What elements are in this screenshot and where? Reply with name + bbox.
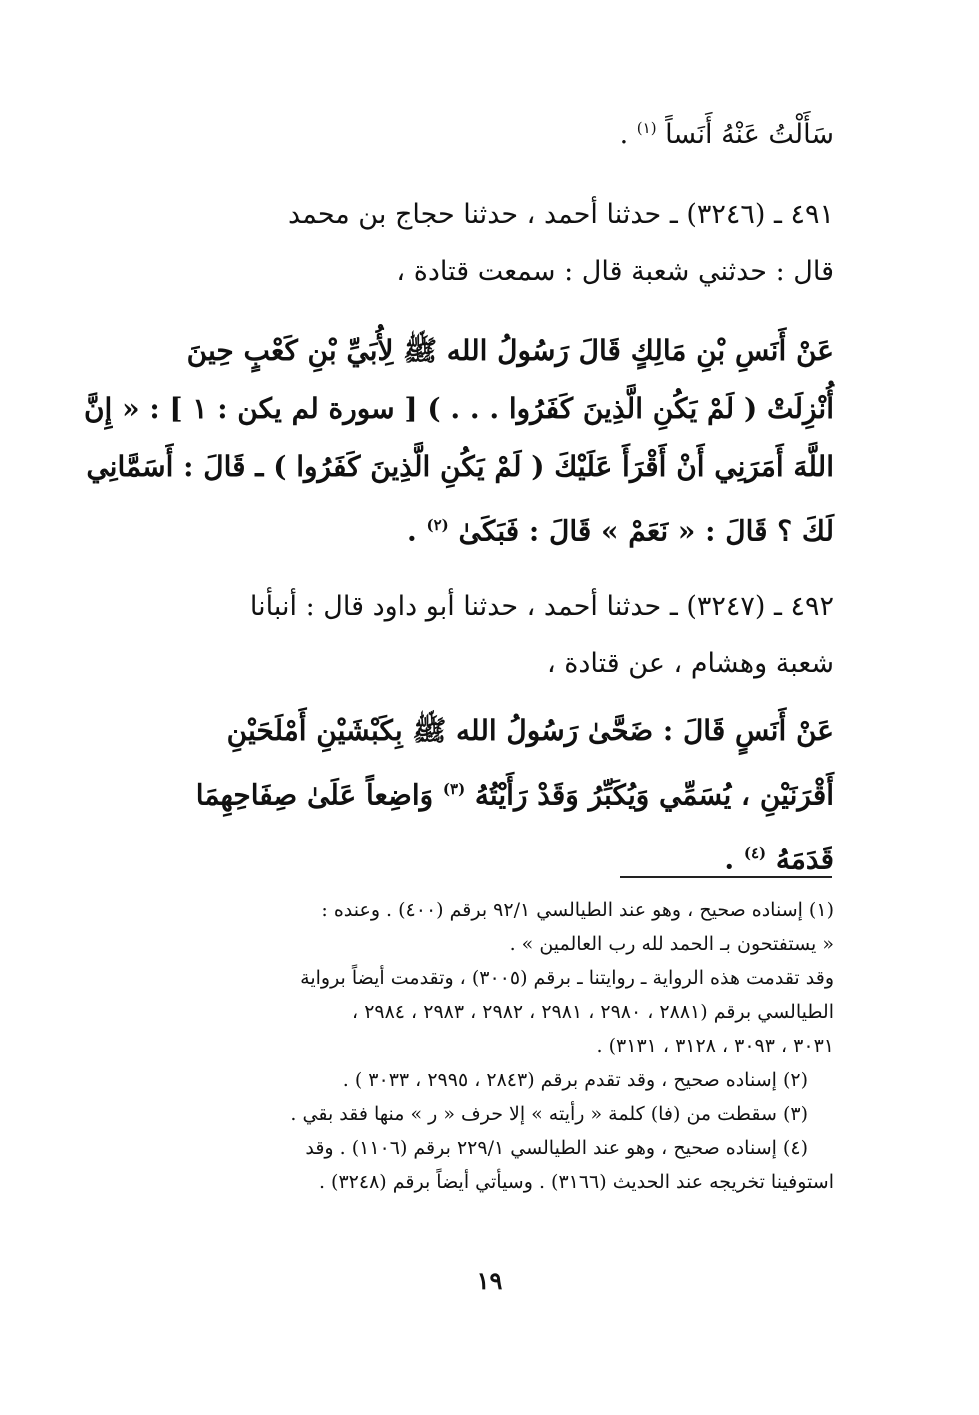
footnote-line: (٤) إسناده صحيح ، وهو عند الطيالسي ٢٢٩/١ برقم (١١٠٦) . وقد [305,1137,808,1159]
footnote-line: الطيالسي برقم (٢٨٨١ ، ٢٩٨٠ ، ٢٩٨١ ، ٢٩٨٢ ، ٢٩٨٣ ، ٢٩٨٤ ، [352,1001,834,1023]
hadith-491-heading: ٤٩١ ـ (٣٢٤٦) ـ حدثنا أحمد ، حدثنا حجاج بن محمد [288,199,834,230]
hadith-492-line: وَاضِعاً عَلَىٰ صِفَاحِهِمَا [195,778,434,812]
period: . [406,514,417,548]
footnote-separator [620,876,832,878]
footnotes [145,893,834,1199]
hadith-491-text [83,322,834,560]
hadith-492-line: قَدَمَهُ [775,842,834,876]
hadith-492-chain-line: شعبة وهشام ، عن قتادة ، [546,648,834,679]
opening-text: سَأَلْتُ عَنْهُ أَنَساً [665,119,834,150]
footnote-line: (٢) إسناده صحيح ، وقد تقدم برقم (٢٨٤٣ ، ٢٩٩٥ ، ٣٠٣٣ ) . [342,1069,808,1091]
period: . [724,842,735,876]
hadith-492-line: عَنْ أَنَسٍ قَالَ : ضَحَّىٰ رَسُولُ الله ﷺ بِكَبْشَيْنِ أَمْلَحَيْنِ [226,714,834,747]
footnote-line: « يستفتحون بـ الحمد لله رب العالمين » . [509,933,834,955]
footnote-line: استوفينا تخريجه عند الحديث (٣١٦٦) . وسيأتي أيضاً برقم (٣٢٤٨) . [318,1171,834,1193]
hadith-491-line: أُنْزِلَتْ ( لَمْ يَكُنِ الَّذِينَ كَفَرُوا . . . ) [ سورة لم يكن : ١ ] : « إِنَّ [83,392,834,425]
hadith-492-chain [150,578,834,692]
hadith-492-text [150,702,834,889]
hadith-491-line: اللَّهَ أَمَرَنِي أَنْ أَقْرَأَ عَلَيْكَ ( لَمْ يَكُنِ الَّذِينَ كَفَرُوا ) ـ قَالَ : أَسَمَّانِي [86,450,834,483]
hadith-492-heading: ٤٩٢ ـ (٣٢٤٧) ـ حدثنا أحمد ، حدثنا أبو داود قال : أنبأنا [249,591,834,622]
footnote-ref-4: (٤) [743,844,767,863]
hadith-492-line: أَقْرَنَيْنِ ، يُسَمِّي وَيُكَبِّرُ وَقَدْ رَأَيْتُهُ [474,778,834,812]
footnote-line: ٣٠٣١ ، ٣٠٩٣ ، ٣١٢٨ ، ٣١٣١) . [596,1035,834,1057]
footnote-line: (٣) سقطت من (فا) كلمة « رأيته » إلا حرف « ر » منها فقد بقي . [290,1103,808,1125]
opening-line [150,100,834,163]
hadith-491-line: لَكَ ؟ قَالَ : « نَعَمْ » قَالَ : فَبَكَىٰ [458,514,834,548]
hadith-491-chain [150,186,834,300]
footnote-line: وقد تقدمت هذه الرواية ـ روايتنا ـ برقم (٣٠٠٥) ، وتقدمت أيضاً برواية [300,967,834,989]
footnote-line: (١) إسناده صحيح ، وهو عند الطيالسي ٩٢/١ برقم (٤٠٠) . وعنده : [321,899,834,921]
hadith-491-chain-line: قال : حدثني شعبة قال : سمعت قتادة ، [396,256,834,287]
page-number: ١٩ [476,1266,503,1295]
footnote-ref-2: (٢) [426,516,449,534]
hadith-491-line: عَنْ أَنَسِ بْنِ مَالِكٍ قَالَ رَسُولُ الله ﷺ لِأُبَيِّ بْنِ كَعْبٍ حِينَ [186,334,834,367]
period: . [619,119,629,150]
footnote-ref-1: (١) [636,119,657,137]
footnote-ref-3: (٣) [442,780,466,798]
